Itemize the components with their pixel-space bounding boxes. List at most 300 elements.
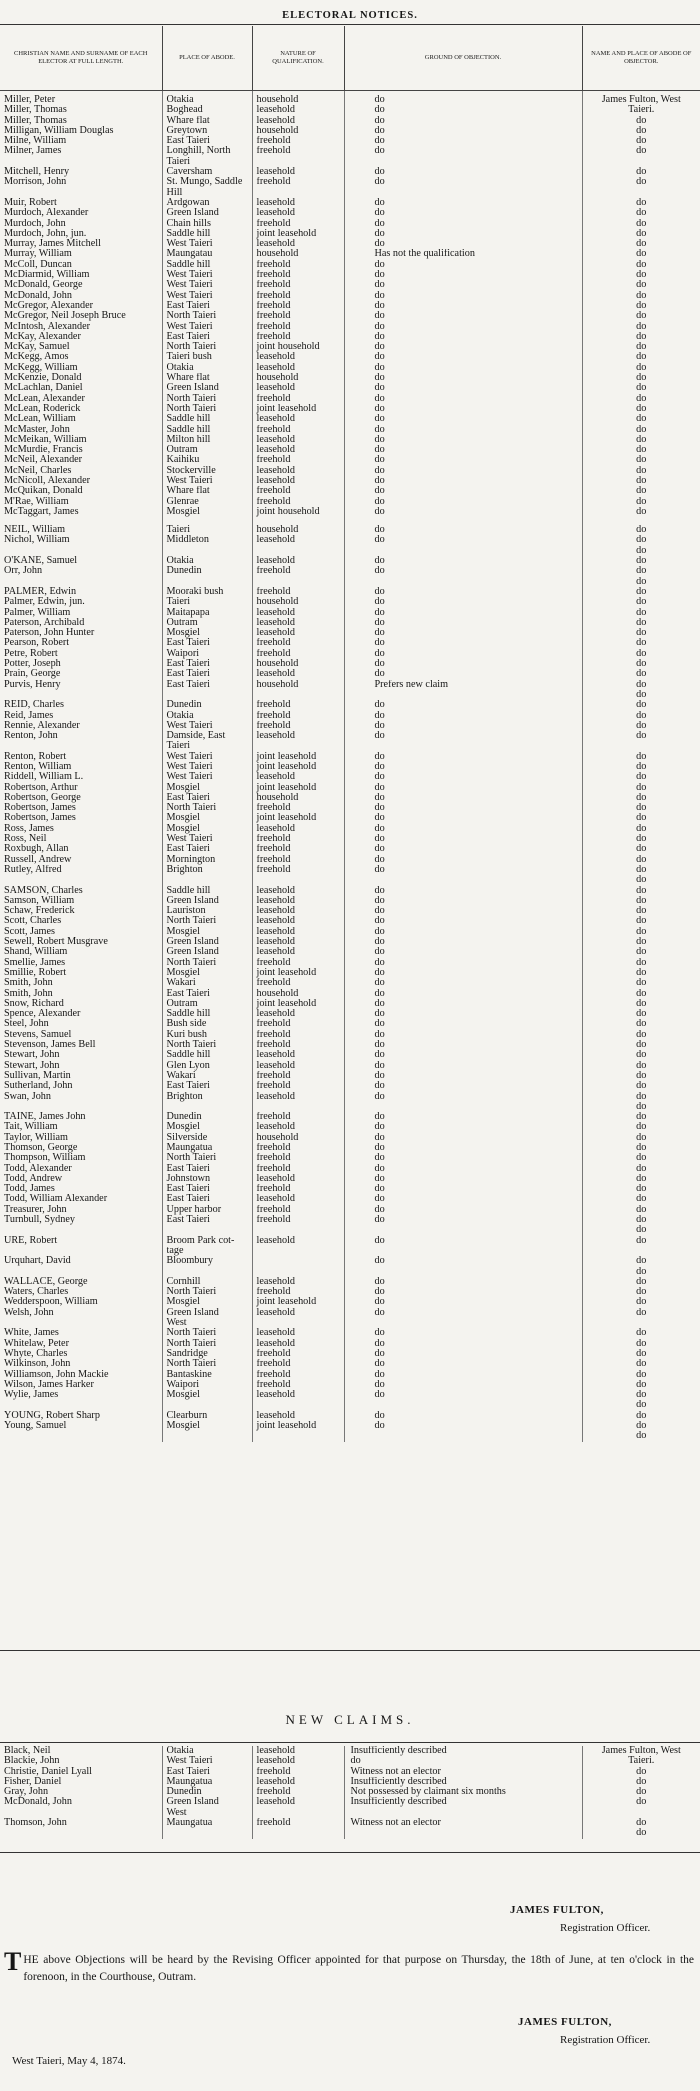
table-row [0, 1359, 700, 1369]
table-row [0, 383, 700, 393]
objector-cell: James Fulton, West [601, 95, 681, 105]
table-row [0, 322, 700, 332]
abode-cell: Waipori [162, 649, 252, 659]
table-row [0, 167, 700, 177]
table-row [0, 1256, 700, 1266]
qualification-cell: freehold [252, 291, 344, 301]
name-cell: Miller, Peter [0, 95, 162, 105]
table-row [0, 260, 700, 270]
table-row [0, 311, 700, 321]
ground-cell: do [344, 383, 582, 393]
abode-cell: Wakari [162, 978, 252, 988]
qualification-cell: freehold [252, 322, 344, 332]
objector-cell: do [636, 331, 647, 342]
objector-cell: Taieri. [628, 1756, 655, 1767]
name-cell: Blackie, John [0, 1756, 162, 1766]
abode-cell: Mosgiel [162, 968, 252, 978]
name-cell: McQuikan, Donald [0, 486, 162, 496]
ground-cell: do [344, 1215, 582, 1225]
objector-cell: do [636, 998, 647, 1009]
ground-cell: do [344, 999, 582, 1009]
ground-cell: Has not the qualification [344, 249, 582, 259]
ground-cell: do [344, 280, 582, 290]
qualification-cell: freehold [252, 1767, 344, 1777]
header-abode: PLACE OF ABODE. [162, 26, 252, 91]
qualification-cell: freehold [252, 649, 344, 659]
objector-cell: do [636, 762, 647, 772]
ground-cell: do [344, 916, 582, 926]
objector-cell: do [636, 1122, 647, 1133]
dateline: West Taieri, May 4, 1874. [12, 2055, 126, 2067]
qualification-cell: leasehold [252, 476, 344, 486]
name-cell [0, 1225, 162, 1235]
table-row [0, 116, 700, 126]
ground-cell: do [344, 363, 582, 373]
objector-cell: do [636, 823, 647, 834]
abode-cell: West [162, 1318, 252, 1328]
abode-cell: Mosgiel [162, 927, 252, 937]
objector-cell: do [636, 1225, 647, 1236]
abode-cell: Outram [162, 618, 252, 628]
abode-cell: Boghead [162, 105, 252, 115]
table-row [0, 105, 700, 115]
ground-cell: do [344, 1359, 582, 1369]
objector-cell: do [636, 679, 647, 690]
name-cell: Welsh, John [0, 1308, 162, 1318]
objector-cell: do [636, 659, 647, 670]
abode-cell: Glen Lyon [162, 1061, 252, 1071]
abode-cell: North Taieri [162, 1287, 252, 1297]
qualification-cell: joint household [252, 342, 344, 352]
name-cell: McDonald, John [0, 1797, 162, 1807]
ground-cell [344, 1431, 582, 1441]
abode-cell: Green Island [162, 208, 252, 218]
abode-cell: Maungatau [162, 249, 252, 259]
objector-cell: do [636, 792, 647, 803]
name-cell: Spence, Alexander [0, 1009, 162, 1019]
table-row [0, 968, 700, 978]
name-cell: Muir, Robert [0, 198, 162, 208]
objector-cell: do [636, 1184, 647, 1195]
name-cell: McIntosh, Alexander [0, 322, 162, 332]
name-cell [0, 1318, 162, 1328]
objector-cell: do [636, 1369, 647, 1380]
table-row [0, 762, 700, 772]
ground-cell: do [344, 731, 582, 741]
table-row [0, 497, 700, 507]
objector-cell: do [636, 1297, 647, 1308]
objector-cell: do [636, 228, 647, 239]
ground-cell: do [344, 834, 582, 844]
qualification-cell: freehold [252, 1287, 344, 1297]
abode-cell: West Taieri [162, 476, 252, 486]
ground-cell: do [344, 927, 582, 937]
table-row [0, 1050, 700, 1060]
abode-cell: North Taieri [162, 1040, 252, 1050]
qualification-cell: freehold [252, 394, 344, 404]
table-row [0, 906, 700, 916]
ground-cell: do [344, 535, 582, 545]
abode-cell: West Taieri [162, 291, 252, 301]
name-cell: Palmer, William [0, 608, 162, 618]
qualification-cell: leasehold [252, 1390, 344, 1400]
abode-cell: Dunedin [162, 700, 252, 710]
qualification-cell: leasehold [252, 1339, 344, 1349]
name-cell [0, 1431, 162, 1441]
name-cell: Paterson, John Hunter [0, 628, 162, 638]
ground-cell: do [344, 1081, 582, 1091]
ground-cell: do [344, 332, 582, 342]
objector-cell: Taieri. [628, 105, 655, 116]
ground-cell: do [344, 669, 582, 679]
abode-cell [162, 690, 252, 700]
ground-cell: do [344, 352, 582, 362]
abode-cell: Green Island [162, 896, 252, 906]
abode-cell: Kaihiku [162, 455, 252, 465]
name-cell: Young, Samuel [0, 1421, 162, 1431]
abode-cell: Otakia [162, 556, 252, 566]
objector-cell: do [636, 1338, 647, 1349]
ground-cell: do [344, 1040, 582, 1050]
ground-cell [344, 1808, 582, 1818]
table-row [0, 1205, 700, 1215]
table-row [0, 352, 700, 362]
abode-cell: Bantaskine [162, 1370, 252, 1380]
qualification-cell [252, 157, 344, 167]
objector-cell: do [636, 720, 647, 731]
name-cell: Stevens, Samuel [0, 1030, 162, 1040]
abode-cell: Outram [162, 445, 252, 455]
ground-cell: do [344, 455, 582, 465]
ground-cell: do [344, 260, 582, 270]
qualification-cell: freehold [252, 1359, 344, 1369]
ground-cell: do [344, 270, 582, 280]
ground-cell: do [344, 1143, 582, 1153]
objector-cell: do [636, 586, 647, 597]
qualification-cell: leasehold [252, 1277, 344, 1287]
qualification-cell: freehold [252, 177, 344, 187]
signature-name-2: JAMES FULTON, [518, 2016, 612, 2028]
table-row [0, 577, 700, 587]
objector-cell: do [636, 689, 647, 700]
new-claim-row [0, 1756, 700, 1766]
abode-cell: Caversham [162, 167, 252, 177]
objector-cell: do [636, 535, 647, 546]
name-cell: McLean, William [0, 414, 162, 424]
table-row [0, 1390, 700, 1400]
objector-cell: do [636, 988, 647, 999]
table-row [0, 978, 700, 988]
name-cell: Orr, John [0, 566, 162, 576]
signature-block-2 [518, 2016, 650, 2046]
name-cell: Steel, John [0, 1019, 162, 1029]
ground-cell: do [344, 394, 582, 404]
name-cell: McKegg, Amos [0, 352, 162, 362]
qualification-cell: freehold [252, 219, 344, 229]
new-claim-row [0, 1767, 700, 1777]
objector-cell: do [636, 1142, 647, 1153]
qualification-cell [252, 1431, 344, 1441]
ground-cell: do [344, 968, 582, 978]
signature-block-1 [510, 1904, 650, 1934]
qualification-cell [252, 1246, 344, 1256]
ground-cell: do [344, 476, 582, 486]
name-cell: Petre, Robert [0, 649, 162, 659]
objector-cell: do [636, 545, 647, 556]
ground-cell: do [344, 844, 582, 854]
qualification-cell: leasehold [252, 824, 344, 834]
objector-cell: do [636, 1266, 647, 1277]
ground-cell [344, 1246, 582, 1256]
objector-cell: do [636, 1328, 647, 1339]
qualification-cell [252, 1225, 344, 1235]
ground-cell: do [344, 618, 582, 628]
qualification-cell: freehold [252, 260, 344, 270]
qualification-cell: freehold [252, 280, 344, 290]
objector-cell: do [636, 1787, 647, 1798]
table-row [0, 1184, 700, 1194]
ground-cell [344, 157, 582, 167]
ground-cell: do [344, 1370, 582, 1380]
page-title: ELECTORAL NOTICES. [282, 10, 418, 21]
table-row [0, 414, 700, 424]
objector-cell: do [636, 321, 647, 332]
objector-cell: do [636, 638, 647, 649]
ground-cell: do [344, 1184, 582, 1194]
name-cell: McDiarmid, William [0, 270, 162, 280]
ground-cell: do [344, 311, 582, 321]
abode-cell: St. Mungo, Saddle [162, 177, 252, 187]
name-cell [0, 1808, 162, 1818]
name-cell: Ross, James [0, 824, 162, 834]
table-row [0, 1215, 700, 1225]
qualification-cell: freehold [252, 700, 344, 710]
name-cell: McMaster, John [0, 425, 162, 435]
table-row [0, 486, 700, 496]
table-row [0, 177, 700, 187]
abode-cell: Taieri [162, 525, 252, 535]
name-cell: Wilkinson, John [0, 1359, 162, 1369]
name-cell: Renton, William [0, 762, 162, 772]
table-row [0, 1019, 700, 1029]
abode-cell: West Taieri [162, 280, 252, 290]
qualification-cell [252, 741, 344, 751]
table-row [0, 517, 700, 525]
table-row [0, 628, 700, 638]
table-row [0, 886, 700, 896]
qualification-cell: household [252, 680, 344, 690]
name-cell: Whyte, Charles [0, 1349, 162, 1359]
name-cell: Milligan, William Douglas [0, 126, 162, 136]
qualification-cell: leasehold [252, 1411, 344, 1421]
name-cell: Renton, Robert [0, 752, 162, 762]
objector-cell: do [636, 556, 647, 567]
table-row [0, 394, 700, 404]
ground-cell: do [344, 762, 582, 772]
abode-cell: Saddle hill [162, 425, 252, 435]
abode-cell: Green Island [162, 947, 252, 957]
abode-cell: East Taieri [162, 136, 252, 146]
abode-cell: Dunedin [162, 1787, 252, 1797]
objector-cell: do [636, 854, 647, 865]
name-cell: Gray, John [0, 1787, 162, 1797]
name-cell: Pearson, Robert [0, 638, 162, 648]
ground-cell: Insufficiently described [344, 1797, 582, 1807]
table-row [0, 425, 700, 435]
new-claims-title: NEW CLAIMS. [285, 1712, 415, 1727]
name-cell: McKay, Alexander [0, 332, 162, 342]
abode-cell [162, 1400, 252, 1410]
ground-cell: do [344, 1112, 582, 1122]
qualification-cell: leasehold [252, 618, 344, 628]
name-cell: Robertson, James [0, 813, 162, 823]
qualification-cell: joint leasehold [252, 229, 344, 239]
name-cell: McKay, Samuel [0, 342, 162, 352]
objector-cell: do [636, 576, 647, 587]
abode-cell: North Taieri [162, 803, 252, 813]
ground-cell: do [344, 649, 582, 659]
objector-cell: do [636, 1050, 647, 1061]
table-row [0, 1153, 700, 1163]
ground-cell: do [344, 752, 582, 762]
objector-cell: do [636, 1132, 647, 1143]
qualification-cell: leasehold [252, 116, 344, 126]
ground-cell: do [344, 597, 582, 607]
table-row [0, 1318, 700, 1328]
table-row [0, 711, 700, 721]
objector-cell: do [636, 445, 647, 456]
abode-cell [162, 1225, 252, 1235]
objector-cell: do [636, 967, 647, 978]
table-row [0, 896, 700, 906]
abode-cell: East Taieri [162, 301, 252, 311]
new-claims-rule [0, 1742, 700, 1743]
qualification-cell: freehold [252, 1081, 344, 1091]
name-cell [0, 1828, 162, 1838]
objector-cell [582, 741, 700, 751]
table-row [0, 435, 700, 445]
ground-cell: do [344, 1164, 582, 1174]
name-cell: Waters, Charles [0, 1287, 162, 1297]
name-cell: Smith, John [0, 989, 162, 999]
ground-cell: do [344, 659, 582, 669]
qualification-cell [252, 1267, 344, 1277]
ground-cell: do [344, 466, 582, 476]
objector-cell: do [636, 1112, 647, 1123]
ground-cell [344, 1318, 582, 1328]
table-row [0, 1308, 700, 1318]
ground-cell: do [344, 322, 582, 332]
table-row [0, 1380, 700, 1390]
objector-cell [582, 517, 700, 525]
qualification-cell: leasehold [252, 167, 344, 177]
name-cell: Wilson, James Harker [0, 1380, 162, 1390]
objector-cell: do [636, 566, 647, 577]
abode-cell: Otakia [162, 711, 252, 721]
name-cell: Smillie, Robert [0, 968, 162, 978]
table-row [0, 875, 700, 885]
abode-cell: Mornington [162, 855, 252, 865]
abode-cell: Clearburn [162, 1411, 252, 1421]
table-row [0, 947, 700, 957]
ground-cell: Insufficiently described [344, 1746, 582, 1756]
name-cell: Sewell, Robert Musgrave [0, 937, 162, 947]
objector-cell: do [636, 1348, 647, 1359]
name-cell: Riddell, William L. [0, 772, 162, 782]
qualification-cell: leasehold [252, 435, 344, 445]
name-cell: Rennie, Alexander [0, 721, 162, 731]
ground-cell: do [344, 1308, 582, 1318]
name-cell: McTaggart, James [0, 507, 162, 517]
qualification-cell: leasehold [252, 927, 344, 937]
table-row [0, 342, 700, 352]
objector-cell: do [636, 146, 647, 157]
qualification-cell: freehold [252, 711, 344, 721]
name-cell: McGregor, Alexander [0, 301, 162, 311]
abode-cell [162, 517, 252, 525]
name-cell: SAMSON, Charles [0, 886, 162, 896]
objections-body [0, 91, 700, 1442]
name-cell [0, 1246, 162, 1256]
notice-text: HE above Objections will be heard by the Revising Officer appointed for that purpose on Thursday, the 18th of June, at ten o'clock in the forenoon, in the Courthouse, Outram. [23, 1954, 694, 1983]
objector-cell: do [636, 1307, 647, 1318]
ground-cell: do [344, 1194, 582, 1204]
name-cell: Treasurer, John [0, 1205, 162, 1215]
objector-cell: do [636, 270, 647, 281]
qualification-cell: leasehold [252, 906, 344, 916]
name-cell: Sullivan, Martin [0, 1071, 162, 1081]
table-row [0, 229, 700, 239]
name-cell: Stewart, John [0, 1061, 162, 1071]
objector-cell: do [636, 290, 647, 301]
ground-cell [344, 690, 582, 700]
qualification-cell: leasehold [252, 198, 344, 208]
objector-cell: do [636, 937, 647, 948]
objector-cell: do [636, 259, 647, 270]
qualification-cell: leasehold [252, 1174, 344, 1184]
abode-cell: Lauriston [162, 906, 252, 916]
qualification-cell [252, 517, 344, 525]
ground-cell: do [344, 1030, 582, 1040]
objections-table [0, 26, 700, 1442]
objector-cell: do [636, 1828, 647, 1839]
ground-cell: do [344, 906, 582, 916]
objector-cell: do [636, 1070, 647, 1081]
qualification-cell: leasehold [252, 937, 344, 947]
abode-cell: North Taieri [162, 1359, 252, 1369]
qualification-cell: freehold [252, 301, 344, 311]
table-row [0, 1287, 700, 1297]
objector-cell: do [636, 1776, 647, 1787]
table-row [0, 649, 700, 659]
abode-cell: West Taieri [162, 1756, 252, 1766]
name-cell: M'Rae, William [0, 497, 162, 507]
objector-cell: do [636, 1163, 647, 1174]
abode-cell: Maitapapa [162, 608, 252, 618]
name-cell: Turnbull, Sydney [0, 1215, 162, 1225]
table-row [0, 1133, 700, 1143]
qualification-cell: leasehold [252, 352, 344, 362]
qualification-cell: leasehold [252, 1061, 344, 1071]
name-cell: Potter, Joseph [0, 659, 162, 669]
objector-cell: do [636, 1256, 647, 1267]
table-row [0, 597, 700, 607]
table-row [0, 1009, 700, 1019]
qualification-cell: freehold [252, 566, 344, 576]
ground-cell: do [344, 126, 582, 136]
objector-cell: do [636, 424, 647, 435]
qualification-cell [252, 546, 344, 556]
